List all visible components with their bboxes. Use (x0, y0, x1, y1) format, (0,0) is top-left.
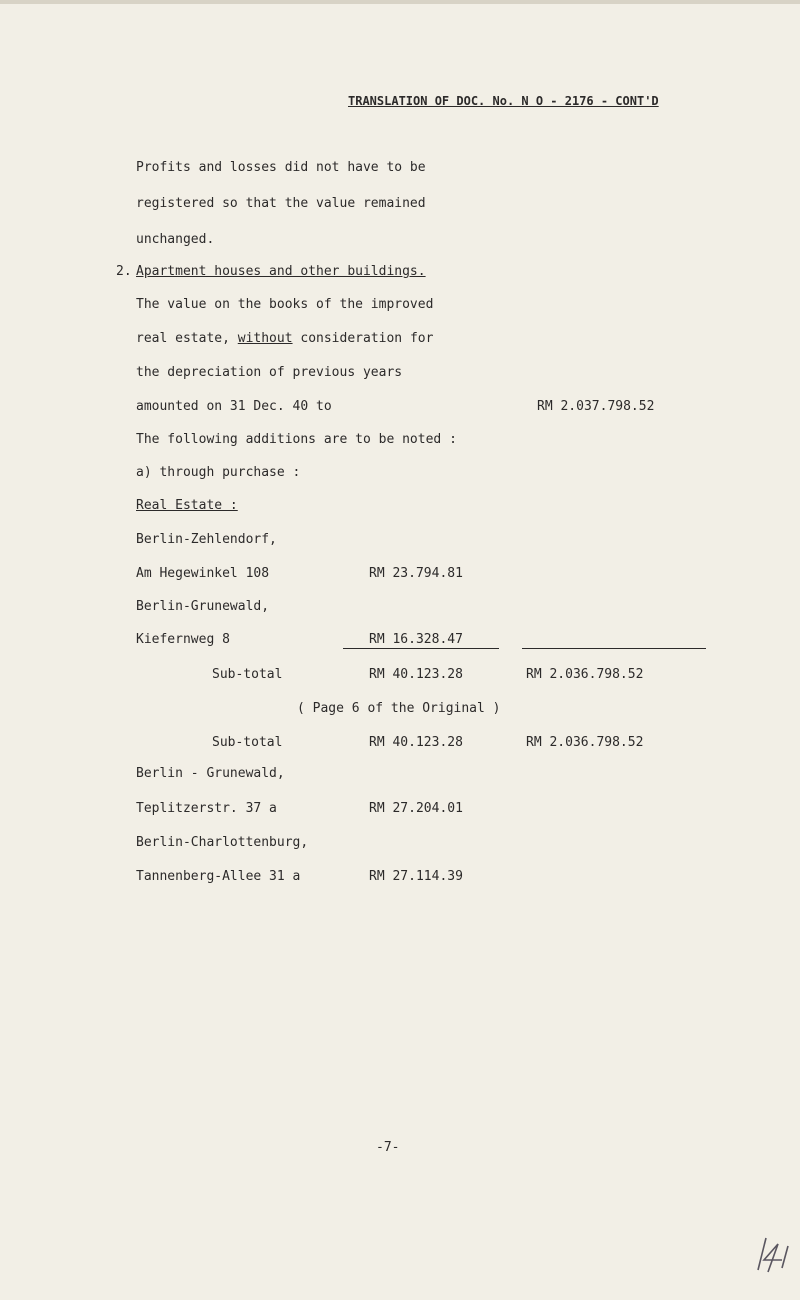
entry-name: Berlin-Charlottenburg, (136, 835, 309, 850)
subtotal-amount: RM 40.123.28 (369, 667, 463, 682)
entry-amount: RM 27.204.01 (369, 801, 463, 816)
subtotal-total: RM 2.036.798.52 (526, 667, 644, 682)
paragraph-line: registered so that the value remained (136, 196, 426, 211)
page-top-edge (0, 0, 800, 4)
section-heading: Apartment houses and other buildings. (136, 264, 426, 279)
underlined-word: without (237, 331, 293, 346)
subsection-heading: Real Estate : (136, 498, 238, 513)
subtotal-label: Sub-total (212, 735, 283, 750)
entry-street: Kiefernweg 8 (136, 632, 230, 647)
entry-name: Berlin-Grunewald, (136, 599, 270, 614)
entry-amount: RM 27.114.39 (369, 869, 463, 884)
handwritten-page-mark (752, 1230, 792, 1280)
paragraph-line: the depreciation of previous years (136, 365, 403, 380)
subtotal-total: RM 2.036.798.52 (526, 735, 644, 750)
entry-name: Berlin - Grunewald, (136, 766, 285, 781)
text-segment: real estate, (136, 331, 238, 346)
item-number: 2. (116, 264, 132, 279)
page-number: -7- (376, 1140, 400, 1155)
paragraph-line (136, 331, 433, 346)
entry-amount: RM 16.328.47 (369, 632, 463, 647)
subtotal-label: Sub-total (212, 667, 283, 682)
paragraph-line: a) through purchase : (136, 465, 301, 480)
paragraph-line: The following additions are to be noted : (136, 432, 457, 447)
paragraph-line: unchanged. (136, 232, 215, 247)
amount-value: RM 2.037.798.52 (537, 399, 655, 414)
document-header: TRANSLATION OF DOC. No. N O - 2176 - CONT'D (348, 94, 659, 108)
sum-rule (522, 648, 706, 649)
sum-rule (343, 648, 499, 649)
paragraph-line: amounted on 31 Dec. 40 to (136, 399, 332, 414)
entry-street: Teplitzerstr. 37 a (136, 801, 277, 816)
paragraph-line: The value on the books of the improved (136, 297, 434, 312)
paragraph-line: Profits and losses did not have to be (136, 160, 426, 175)
page-note: ( Page 6 of the Original ) (297, 701, 501, 716)
entry-name: Berlin-Zehlendorf, (136, 532, 277, 547)
entry-street: Am Hegewinkel 108 (136, 566, 270, 581)
entry-amount: RM 23.794.81 (369, 566, 463, 581)
text-segment: consideration for (292, 331, 434, 346)
entry-street: Tannenberg-Allee 31 a (136, 869, 301, 884)
subtotal-amount: RM 40.123.28 (369, 735, 463, 750)
